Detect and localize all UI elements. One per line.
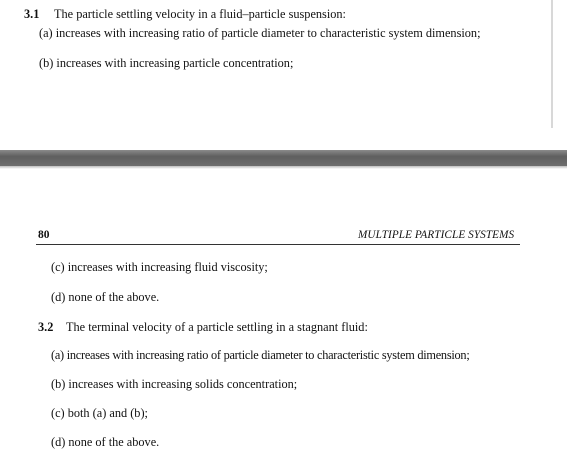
option-c: (c) both (a) and (b); bbox=[51, 406, 148, 420]
option-d: (d) none of the above. bbox=[51, 435, 160, 449]
question-stem: The terminal velocity of a particle settling in a stagnant fluid: bbox=[66, 320, 368, 334]
option-d: (d) none of the above. bbox=[51, 290, 160, 304]
question-number: 3.2 bbox=[38, 320, 54, 334]
header-rule bbox=[36, 244, 520, 245]
page-number: 80 bbox=[38, 229, 50, 241]
page-break-divider bbox=[0, 150, 567, 166]
option-a: (a) increases with increasing ratio of particle diameter to characteristic system dimension; bbox=[51, 348, 470, 362]
option-b: (b) increases with increasing particle concentration; bbox=[39, 56, 294, 70]
option-a: (a) increases with increasing ratio of particle diameter to characteristic system dimension; bbox=[39, 26, 481, 40]
right-margin-rule bbox=[551, 0, 553, 128]
question-stem: The particle settling velocity in a fluid–particle suspension: bbox=[54, 7, 346, 21]
option-c: (c) increases with increasing fluid viscosity; bbox=[51, 260, 268, 274]
running-title: MULTIPLE PARTICLE SYSTEMS bbox=[358, 229, 515, 241]
question-number: 3.1 bbox=[24, 7, 40, 21]
option-b: (b) increases with increasing solids concentration; bbox=[51, 377, 298, 391]
